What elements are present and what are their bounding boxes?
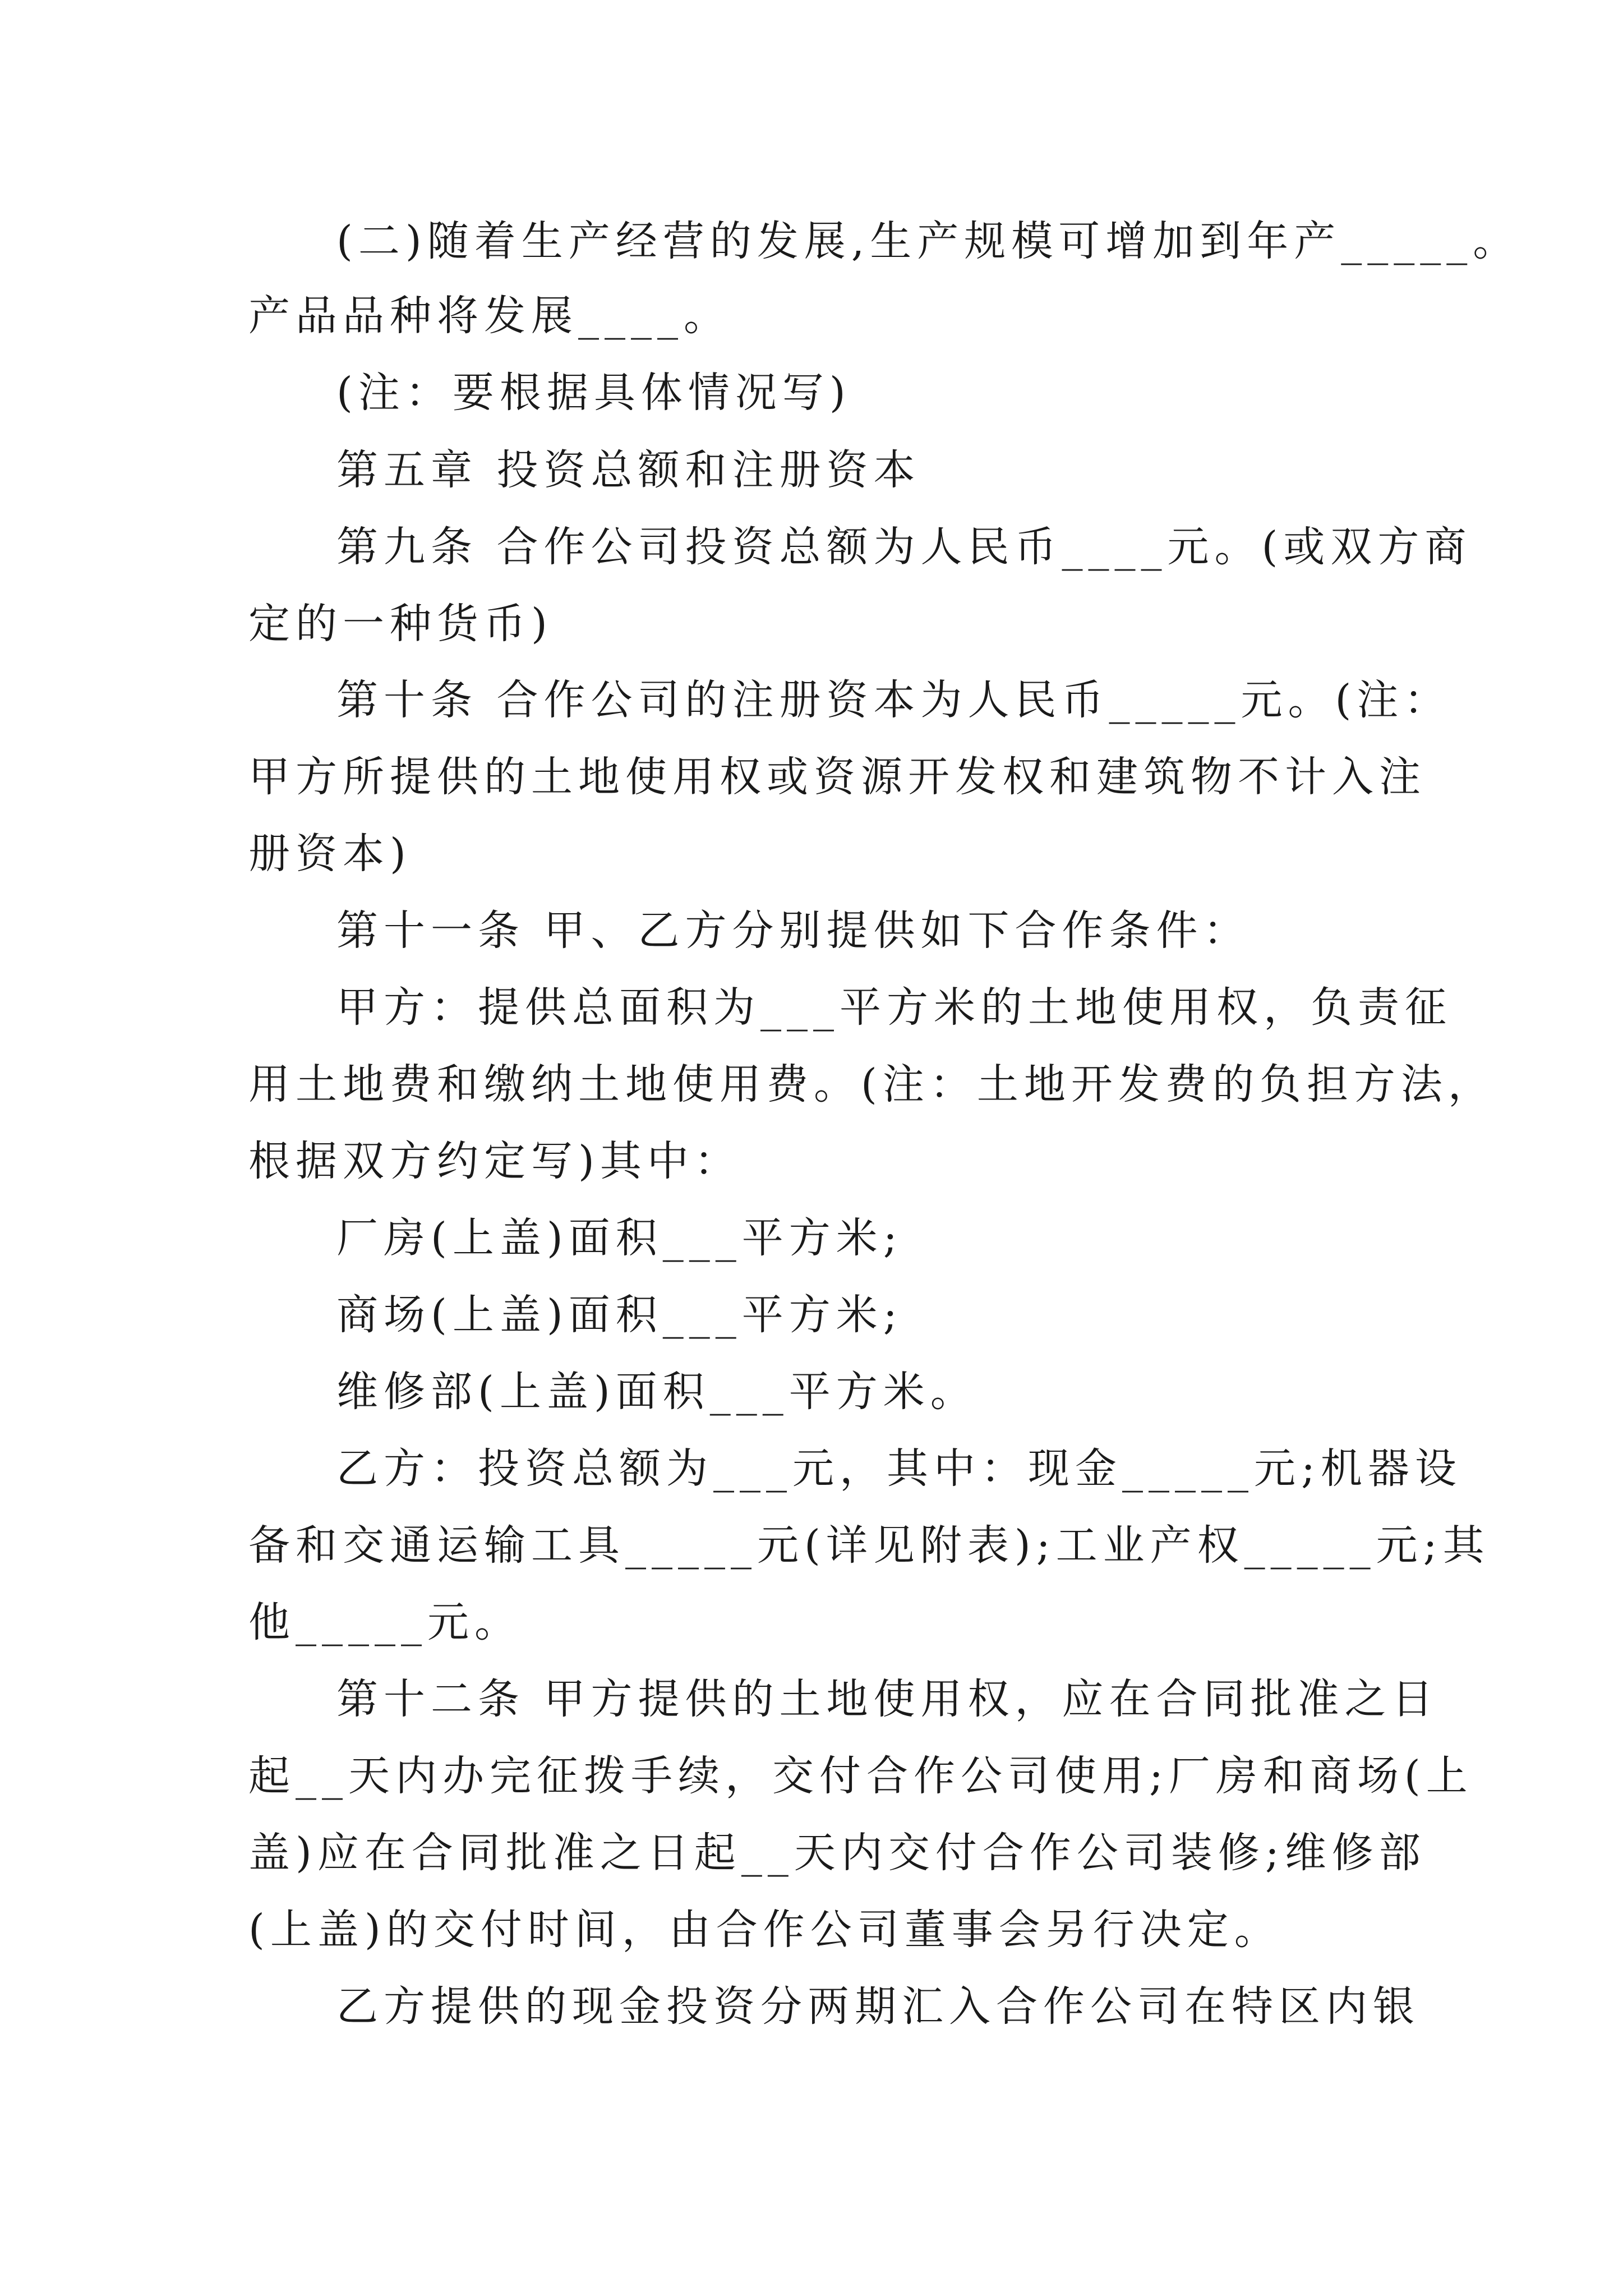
article-12-line-4: (上盖)的交付时间，由合作公司董事会另行决定。 — [248, 1906, 1281, 1954]
party-b-line-3: 他_____元。 — [248, 1598, 522, 1646]
article-9-line-2: 定的一种货币) — [248, 600, 553, 648]
party-a-line-1: 甲方：提供总面积为___平方米的土地使用权，负责征 — [336, 983, 1452, 1032]
party-b-line-2: 备和交通运输工具_____元(详见附表);工业产权_____元;其 — [248, 1521, 1490, 1570]
article-12-line-2: 起__天内办完征拨手续，交付合作公司使用;厂房和商场(上 — [248, 1752, 1473, 1800]
note-line: (注：要根据具体情况写) — [336, 369, 851, 417]
article-10-line-3: 册资本) — [248, 830, 412, 878]
repair-area-line: 维修部(上盖)面积___平方米。 — [336, 1368, 978, 1416]
paragraph-line-1: (二)随着生产经营的发展,生产规模可增加到年产_____。 — [336, 217, 1520, 265]
party-a-line-3: 根据双方约定写)其中： — [248, 1137, 741, 1185]
chapter-heading: 第五章 投资总额和注册资本 — [336, 446, 921, 494]
article-12-line-3: 盖)应在合同批准之日起__天内交付合作公司装修;维修部 — [248, 1829, 1426, 1877]
article-10-line-2: 甲方所提供的土地使用权或资源开发权和建筑物不计入注 — [248, 753, 1426, 801]
party-a-line-2: 用土地费和缴纳土地使用费。(注：土地开发费的负担方法， — [248, 1060, 1495, 1108]
factory-area-line: 厂房(上盖)面积___平方米; — [336, 1214, 903, 1262]
article-9-line-1: 第九条 合作公司投资总额为人民币____元。(或双方商 — [336, 523, 1472, 571]
article-12-line-1: 第十二条 甲方提供的土地使用权，应在合同批准之日 — [336, 1675, 1439, 1723]
cash-investment-line: 乙方提供的现金投资分两期汇入合作公司在特区内银 — [336, 1982, 1420, 2031]
mall-area-line: 商场(上盖)面积___平方米; — [336, 1291, 903, 1339]
paragraph-line-2: 产品品种将发展____。 — [248, 292, 731, 340]
article-11-line-1: 第十一条 甲、乙方分别提供如下合作条件： — [336, 907, 1251, 955]
party-b-line-1: 乙方：投资总额为___元，其中：现金_____元;机器设 — [336, 1444, 1462, 1493]
article-10-line-1: 第十条 合作公司的注册资本为人民币_____元。(注： — [336, 676, 1451, 724]
